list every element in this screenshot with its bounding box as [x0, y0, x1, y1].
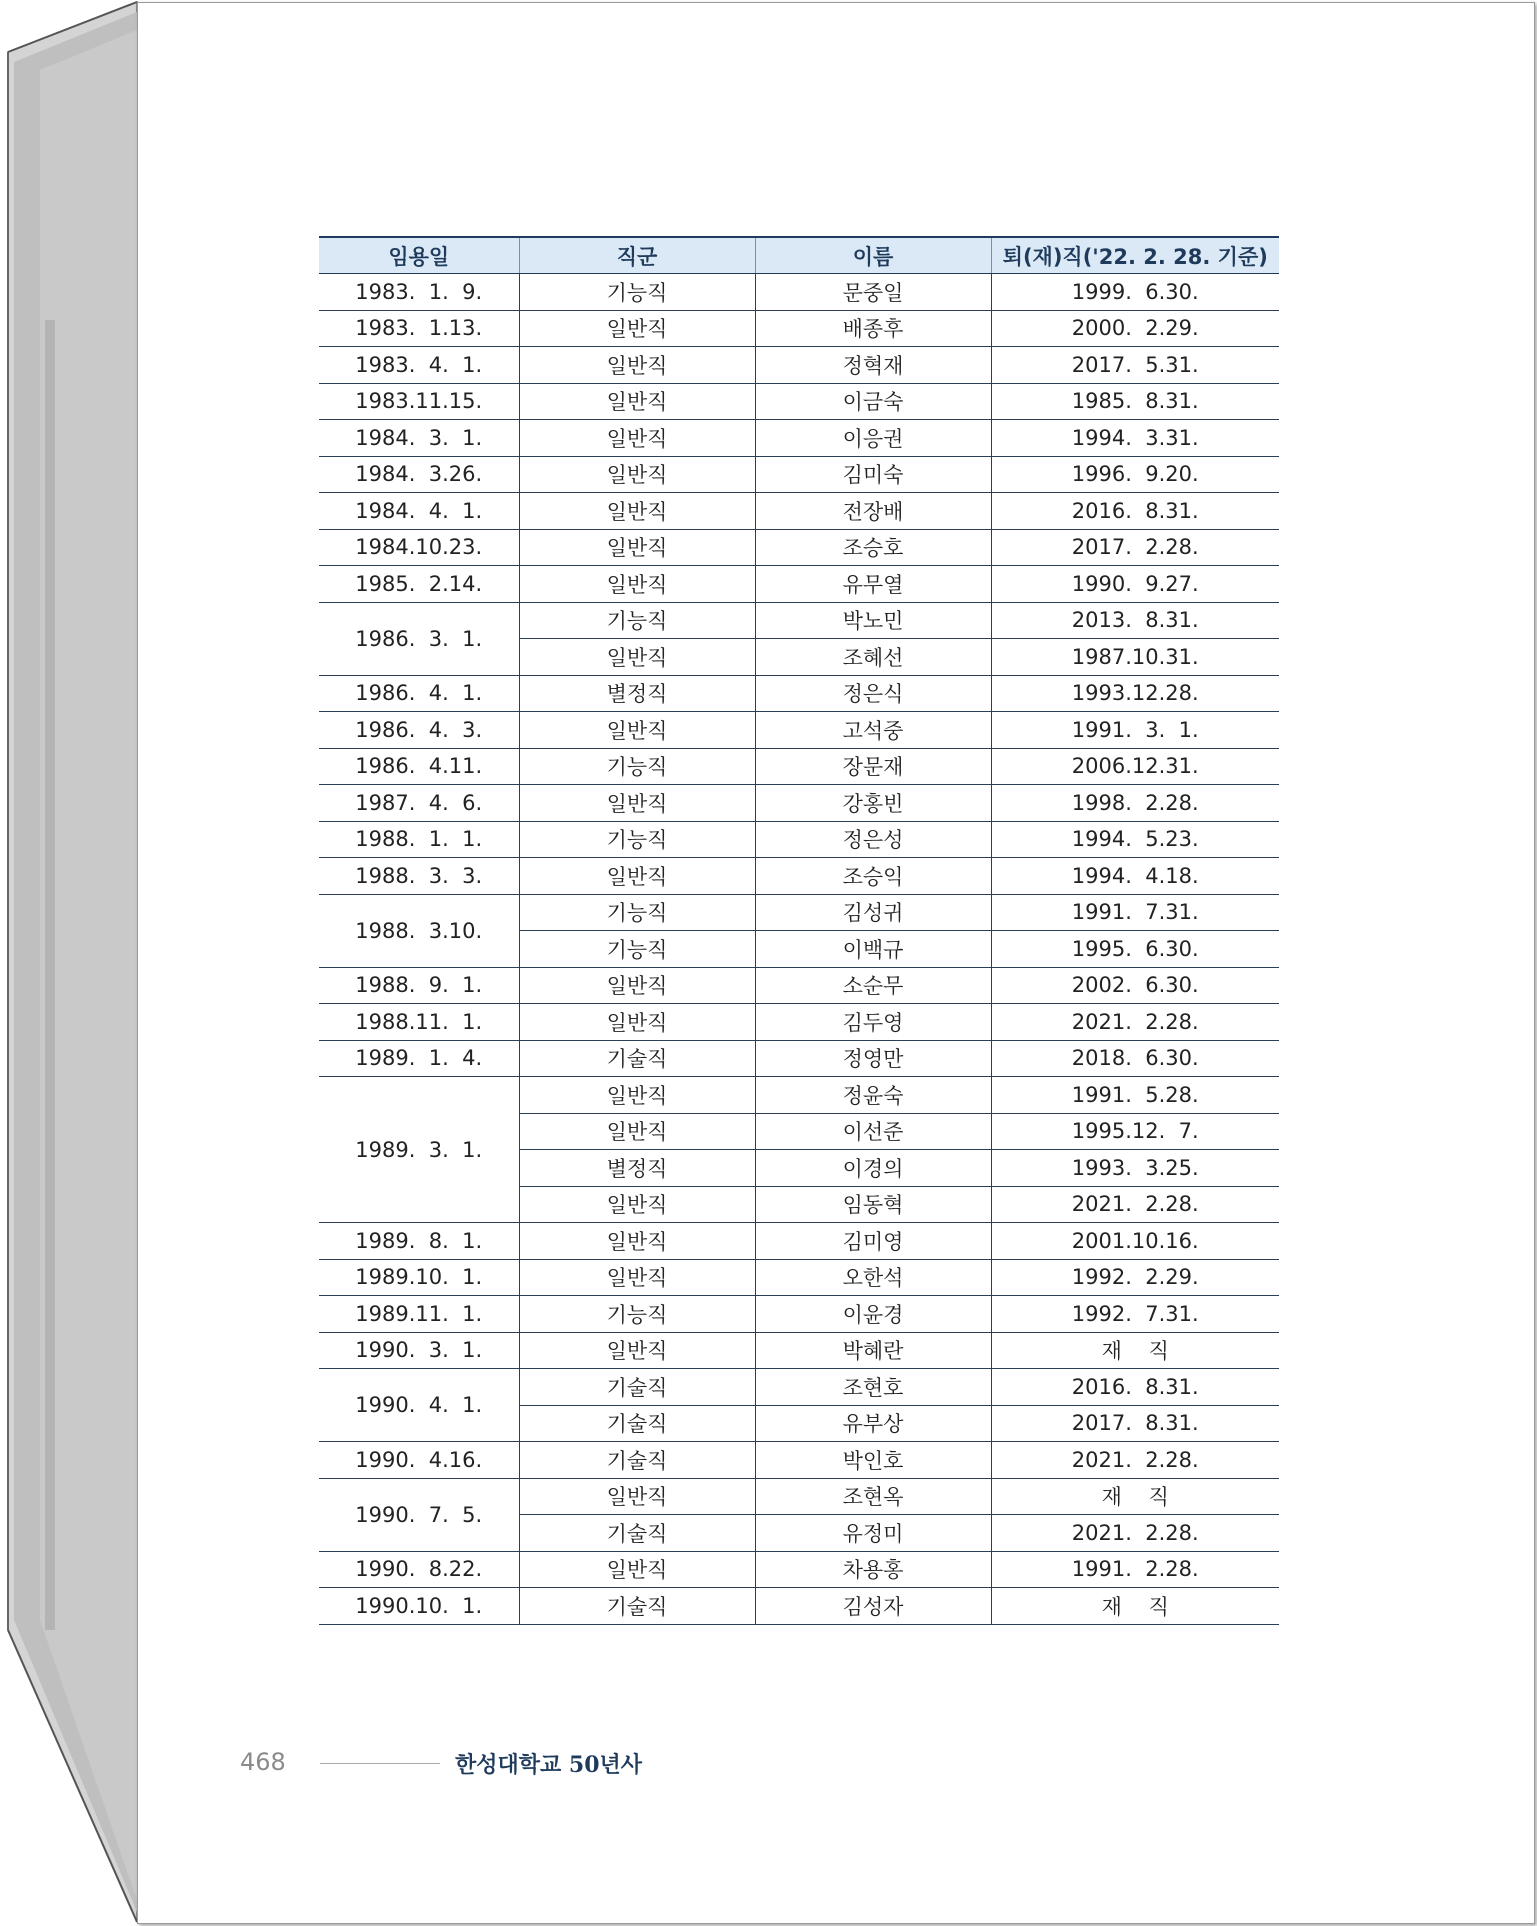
cell-name: 정영만 [755, 1040, 991, 1077]
cell-name: 이선준 [755, 1113, 991, 1150]
table-row [319, 1004, 1279, 1041]
cell-name: 정은성 [755, 821, 991, 858]
cell-name: 이경의 [755, 1150, 991, 1187]
cell-name: 정은식 [755, 675, 991, 712]
header-appointment-date: 임용일 [319, 237, 519, 274]
table-row [319, 675, 1279, 712]
cell-job-group: 일반직 [519, 1478, 755, 1515]
cell-job-group: 기술직 [519, 1369, 755, 1406]
table-row [319, 785, 1279, 822]
cell-retirement-status: 재 직 [991, 1332, 1279, 1369]
cell-retirement-status: 1993.12.28. [991, 675, 1279, 712]
cell-retirement-status: 2016. 8.31. [991, 1369, 1279, 1406]
cell-appointment-date: 1988. 1. 1. [319, 821, 519, 858]
cell-retirement-status: 1996. 9.20. [991, 456, 1279, 493]
cell-retirement-status: 1994. 4.18. [991, 858, 1279, 895]
cell-appointment-date: 1983. 1. 9. [319, 274, 519, 311]
cell-appointment-date: 1989. 3. 1. [319, 1077, 519, 1223]
cell-job-group: 기술직 [519, 1405, 755, 1442]
cell-appointment-date: 1984. 3. 1. [319, 420, 519, 457]
table-row [319, 602, 1279, 639]
table-row [319, 1588, 1279, 1625]
cell-retirement-status: 2000. 2.29. [991, 310, 1279, 347]
cell-name: 유정미 [755, 1515, 991, 1552]
cell-name: 박인호 [755, 1442, 991, 1479]
table-row [319, 1332, 1279, 1369]
cell-appointment-date: 1988. 3. 3. [319, 858, 519, 895]
cell-job-group: 기능직 [519, 602, 755, 639]
cell-name: 김미숙 [755, 456, 991, 493]
cell-retirement-status: 1993. 3.25. [991, 1150, 1279, 1187]
cell-job-group: 일반직 [519, 1551, 755, 1588]
cell-name: 이금숙 [755, 383, 991, 420]
cell-appointment-date: 1988. 9. 1. [319, 967, 519, 1004]
cell-job-group: 일반직 [519, 858, 755, 895]
page-footer [240, 1748, 740, 1778]
cell-job-group: 일반직 [519, 1259, 755, 1296]
cell-job-group: 일반직 [519, 1077, 755, 1114]
cell-appointment-date: 1989. 8. 1. [319, 1223, 519, 1260]
cell-job-group: 일반직 [519, 1332, 755, 1369]
cell-appointment-date: 1990. 4.16. [319, 1442, 519, 1479]
cell-name: 오한석 [755, 1259, 991, 1296]
table-row [319, 748, 1279, 785]
table-header-row [319, 237, 1279, 274]
cell-retirement-status: 1990. 9.27. [991, 566, 1279, 603]
cell-retirement-status: 1992. 2.29. [991, 1259, 1279, 1296]
cell-appointment-date: 1990. 8.22. [319, 1551, 519, 1588]
cell-name: 장문재 [755, 748, 991, 785]
cell-name: 고석중 [755, 712, 991, 749]
cell-appointment-date: 1985. 2.14. [319, 566, 519, 603]
cell-job-group: 일반직 [519, 785, 755, 822]
table-row [319, 1259, 1279, 1296]
cell-retirement-status: 1995. 6.30. [991, 931, 1279, 968]
cell-appointment-date: 1988. 3.10. [319, 894, 519, 967]
staff-roster-table [319, 236, 1279, 1625]
cell-appointment-date: 1986. 3. 1. [319, 602, 519, 675]
cell-job-group: 기능직 [519, 931, 755, 968]
table-row [319, 347, 1279, 384]
cell-name: 문중일 [755, 274, 991, 311]
cell-appointment-date: 1990. 4. 1. [319, 1369, 519, 1442]
cell-job-group: 별정직 [519, 675, 755, 712]
table-row [319, 1296, 1279, 1333]
header-job-group: 직군 [519, 237, 755, 274]
cell-job-group: 일반직 [519, 493, 755, 530]
cell-retirement-status: 2021. 2.28. [991, 1004, 1279, 1041]
cell-retirement-status: 재 직 [991, 1478, 1279, 1515]
cell-job-group: 기술직 [519, 1442, 755, 1479]
cell-appointment-date: 1983.11.15. [319, 383, 519, 420]
table-row [319, 310, 1279, 347]
cell-name: 이윤경 [755, 1296, 991, 1333]
cell-job-group: 일반직 [519, 347, 755, 384]
cell-name: 조현옥 [755, 1478, 991, 1515]
cell-job-group: 일반직 [519, 1113, 755, 1150]
cell-appointment-date: 1988.11. 1. [319, 1004, 519, 1041]
page-number: 468 [240, 1748, 286, 1776]
cell-name: 김성귀 [755, 894, 991, 931]
cell-name: 조현호 [755, 1369, 991, 1406]
cell-retirement-status: 1987.10.31. [991, 639, 1279, 676]
cell-job-group: 일반직 [519, 1223, 755, 1260]
cell-appointment-date: 1983. 4. 1. [319, 347, 519, 384]
cell-appointment-date: 1984. 4. 1. [319, 493, 519, 530]
cell-retirement-status: 1991. 7.31. [991, 894, 1279, 931]
cell-name: 조혜선 [755, 639, 991, 676]
cell-appointment-date: 1990. 3. 1. [319, 1332, 519, 1369]
cell-job-group: 일반직 [519, 712, 755, 749]
cell-job-group: 일반직 [519, 383, 755, 420]
cell-job-group: 기술직 [519, 1588, 755, 1625]
cell-name: 김미영 [755, 1223, 991, 1260]
cell-name: 이백규 [755, 931, 991, 968]
cell-retirement-status: 1998. 2.28. [991, 785, 1279, 822]
cell-retirement-status: 1991. 3. 1. [991, 712, 1279, 749]
cell-retirement-status: 1985. 8.31. [991, 383, 1279, 420]
cell-retirement-status: 2021. 2.28. [991, 1442, 1279, 1479]
cell-appointment-date: 1983. 1.13. [319, 310, 519, 347]
cell-job-group: 기술직 [519, 1515, 755, 1552]
cell-name: 박노민 [755, 602, 991, 639]
table-row [319, 493, 1279, 530]
cell-job-group: 기술직 [519, 1040, 755, 1077]
cell-retirement-status: 2021. 2.28. [991, 1186, 1279, 1223]
cell-job-group: 별정직 [519, 1150, 755, 1187]
cell-name: 임동혁 [755, 1186, 991, 1223]
cell-appointment-date: 1986. 4. 1. [319, 675, 519, 712]
table-row [319, 894, 1279, 931]
book-title: 한성대학교 50년사 [455, 1752, 643, 1778]
cell-retirement-status: 2017. 2.28. [991, 529, 1279, 566]
table-row [319, 821, 1279, 858]
table-row [319, 420, 1279, 457]
footer-divider [320, 1763, 440, 1764]
cell-retirement-status: 1991. 5.28. [991, 1077, 1279, 1114]
cell-name: 유부상 [755, 1405, 991, 1442]
cell-retirement-status: 2002. 6.30. [991, 967, 1279, 1004]
cell-job-group: 기능직 [519, 748, 755, 785]
cell-name: 전장배 [755, 493, 991, 530]
cell-retirement-status: 2001.10.16. [991, 1223, 1279, 1260]
cell-appointment-date: 1990. 7. 5. [319, 1478, 519, 1551]
cell-retirement-status: 2017. 8.31. [991, 1405, 1279, 1442]
cell-name: 김성자 [755, 1588, 991, 1625]
header-name: 이름 [755, 237, 991, 274]
cell-job-group: 일반직 [519, 310, 755, 347]
cell-retirement-status: 2021. 2.28. [991, 1515, 1279, 1552]
cell-name: 소순무 [755, 967, 991, 1004]
cell-name: 배종후 [755, 310, 991, 347]
table-row [319, 1077, 1279, 1114]
cell-appointment-date: 1989. 1. 4. [319, 1040, 519, 1077]
cell-appointment-date: 1986. 4.11. [319, 748, 519, 785]
cell-retirement-status: 1991. 2.28. [991, 1551, 1279, 1588]
cell-retirement-status: 재 직 [991, 1588, 1279, 1625]
cell-retirement-status: 1994. 3.31. [991, 420, 1279, 457]
table-row [319, 712, 1279, 749]
cell-job-group: 일반직 [519, 1186, 755, 1223]
cell-job-group: 일반직 [519, 529, 755, 566]
cell-job-group: 기능직 [519, 1296, 755, 1333]
cell-job-group: 일반직 [519, 1004, 755, 1041]
cell-retirement-status: 1999. 6.30. [991, 274, 1279, 311]
cell-appointment-date: 1987. 4. 6. [319, 785, 519, 822]
table-row [319, 456, 1279, 493]
cell-job-group: 기능직 [519, 274, 755, 311]
header-retirement-status: 퇴(재)직('22. 2. 28. 기준) [991, 237, 1279, 274]
table-row [319, 1369, 1279, 1406]
table-row [319, 967, 1279, 1004]
cell-job-group: 일반직 [519, 967, 755, 1004]
table-row [319, 529, 1279, 566]
cell-appointment-date: 1984. 3.26. [319, 456, 519, 493]
cell-job-group: 기능직 [519, 821, 755, 858]
cell-name: 김두영 [755, 1004, 991, 1041]
table-row [319, 274, 1279, 311]
cell-retirement-status: 1995.12. 7. [991, 1113, 1279, 1150]
cell-name: 차용홍 [755, 1551, 991, 1588]
cell-retirement-status: 1992. 7.31. [991, 1296, 1279, 1333]
cell-retirement-status: 2013. 8.31. [991, 602, 1279, 639]
cell-retirement-status: 1994. 5.23. [991, 821, 1279, 858]
cell-retirement-status: 2006.12.31. [991, 748, 1279, 785]
cell-name: 정윤숙 [755, 1077, 991, 1114]
cell-appointment-date: 1990.10. 1. [319, 1588, 519, 1625]
cell-name: 강홍빈 [755, 785, 991, 822]
cell-appointment-date: 1984.10.23. [319, 529, 519, 566]
cell-job-group: 일반직 [519, 456, 755, 493]
table-row [319, 858, 1279, 895]
table-row [319, 566, 1279, 603]
cell-appointment-date: 1989.11. 1. [319, 1296, 519, 1333]
cell-name: 박혜란 [755, 1332, 991, 1369]
cell-appointment-date: 1986. 4. 3. [319, 712, 519, 749]
cell-name: 유무열 [755, 566, 991, 603]
table-row [319, 1478, 1279, 1515]
cell-name: 이응권 [755, 420, 991, 457]
table-row [319, 1040, 1279, 1077]
table-row [319, 1223, 1279, 1260]
table-body [319, 274, 1279, 1625]
table-row [319, 383, 1279, 420]
cell-job-group: 일반직 [519, 566, 755, 603]
cell-name: 조승호 [755, 529, 991, 566]
table-row [319, 1551, 1279, 1588]
cell-appointment-date: 1989.10. 1. [319, 1259, 519, 1296]
cell-name: 정혁재 [755, 347, 991, 384]
cell-name: 조승익 [755, 858, 991, 895]
table-row [319, 1442, 1279, 1479]
cell-retirement-status: 2018. 6.30. [991, 1040, 1279, 1077]
cell-retirement-status: 2016. 8.31. [991, 493, 1279, 530]
cell-job-group: 일반직 [519, 420, 755, 457]
cell-retirement-status: 2017. 5.31. [991, 347, 1279, 384]
cell-job-group: 일반직 [519, 639, 755, 676]
cell-job-group: 기능직 [519, 894, 755, 931]
